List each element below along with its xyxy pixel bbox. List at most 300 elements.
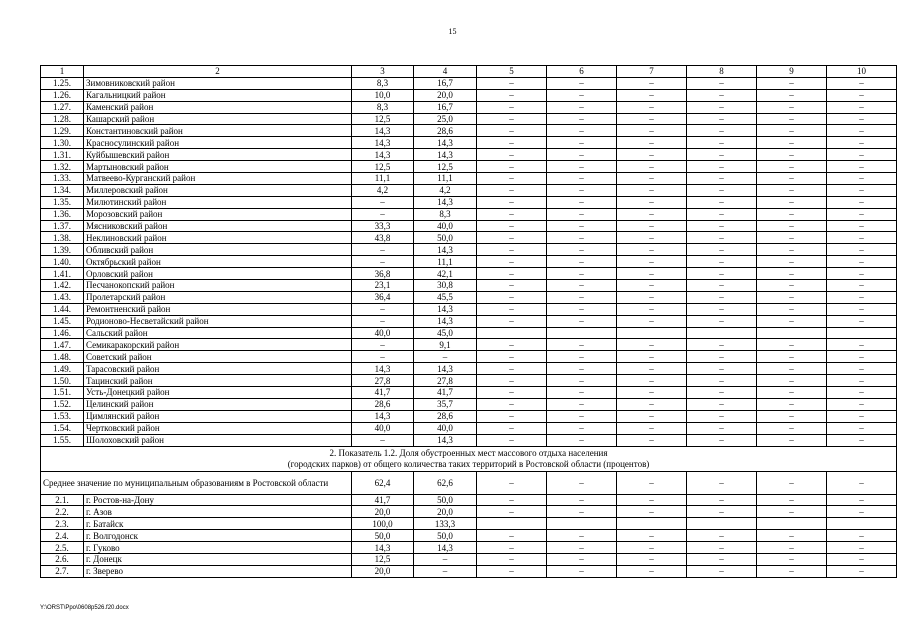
average-label: Среднее значение по муниципальным образованиям в Ростовской области <box>41 471 352 494</box>
value-cell: – <box>757 434 827 446</box>
value-cell <box>547 327 617 339</box>
value-cell: – <box>827 161 897 173</box>
value-cell: – <box>827 137 897 149</box>
row-number: 1.45. <box>41 315 84 327</box>
value-cell <box>477 327 547 339</box>
column-number: 5 <box>477 66 547 78</box>
value-cell: – <box>757 125 827 137</box>
value-cell: – <box>687 494 757 506</box>
value-cell: 36,8 <box>352 268 414 280</box>
value-cell: – <box>617 220 687 232</box>
district-name: Милютинский район <box>84 196 352 208</box>
value-cell: – <box>477 244 547 256</box>
value-cell: – <box>827 351 897 363</box>
value-cell: – <box>477 303 547 315</box>
value-cell: – <box>477 375 547 387</box>
value-cell: 11,1 <box>352 173 414 185</box>
value-cell: – <box>617 565 687 577</box>
district-name: Зимовниковский район <box>84 77 352 89</box>
value-cell: – <box>477 565 547 577</box>
table-row <box>41 232 897 244</box>
table-row <box>41 161 897 173</box>
value-cell: 28,6 <box>414 125 477 137</box>
value-cell: – <box>757 553 827 565</box>
value-cell <box>757 518 827 530</box>
value-cell: – <box>827 398 897 410</box>
value-cell: – <box>757 244 827 256</box>
value-cell: – <box>477 220 547 232</box>
district-name: Ремонтненский район <box>84 303 352 315</box>
value-cell: – <box>547 244 617 256</box>
value-cell: – <box>477 137 547 149</box>
value-cell: – <box>687 542 757 554</box>
value-cell: – <box>547 184 617 196</box>
value-cell: 50,0 <box>414 232 477 244</box>
row-number: 2.1. <box>41 494 84 506</box>
value-cell: – <box>617 184 687 196</box>
value-cell: – <box>687 398 757 410</box>
value-cell: – <box>827 494 897 506</box>
row-number: 1.49. <box>41 363 84 375</box>
value-cell: 42,1 <box>414 268 477 280</box>
value-cell: – <box>617 303 687 315</box>
value-cell: 30,8 <box>414 280 477 292</box>
value-cell: – <box>617 494 687 506</box>
file-path: Y:\ORST\Ppo\0608p526.f20.docx <box>40 605 129 611</box>
table-body <box>41 66 897 578</box>
row-number: 1.29. <box>41 125 84 137</box>
value-cell: – <box>757 220 827 232</box>
district-name: Кашарский район <box>84 113 352 125</box>
value-cell: 28,6 <box>414 410 477 422</box>
row-number: 1.46. <box>41 327 84 339</box>
value-cell: – <box>547 351 617 363</box>
value-cell: – <box>617 434 687 446</box>
value-cell: 9,1 <box>414 339 477 351</box>
district-name: Обливский район <box>84 244 352 256</box>
value-cell: – <box>477 339 547 351</box>
value-cell: 14,3 <box>414 196 477 208</box>
value-cell: – <box>477 149 547 161</box>
value-cell: 20,0 <box>352 565 414 577</box>
value-cell: – <box>687 565 757 577</box>
value-cell: – <box>617 506 687 518</box>
value-cell: – <box>547 208 617 220</box>
table-row <box>41 184 897 196</box>
district-name: Миллеровский район <box>84 184 352 196</box>
table-row <box>41 339 897 351</box>
value-cell: – <box>827 303 897 315</box>
value-cell: – <box>547 220 617 232</box>
value-cell: 27,8 <box>352 375 414 387</box>
value-cell: – <box>477 101 547 113</box>
value-cell: – <box>687 125 757 137</box>
value-cell: – <box>547 422 617 434</box>
value-cell: 28,6 <box>352 398 414 410</box>
value-cell: 4,2 <box>352 184 414 196</box>
table-row <box>41 101 897 113</box>
value-cell: – <box>477 422 547 434</box>
value-cell: – <box>547 77 617 89</box>
value-cell: – <box>827 542 897 554</box>
value-cell: – <box>414 565 477 577</box>
value-cell: – <box>617 232 687 244</box>
value-cell: – <box>757 137 827 149</box>
value-cell: – <box>617 315 687 327</box>
value-cell: – <box>757 161 827 173</box>
district-name: Константиновский район <box>84 125 352 137</box>
value-cell: – <box>757 291 827 303</box>
value-cell: – <box>352 339 414 351</box>
value-cell: – <box>547 113 617 125</box>
district-name: г. Азов <box>84 506 352 518</box>
value-cell: – <box>687 149 757 161</box>
column-number: 8 <box>687 66 757 78</box>
table-row <box>41 387 897 399</box>
value-cell: – <box>547 89 617 101</box>
value-cell: 100,0 <box>352 518 414 530</box>
table-row <box>41 506 897 518</box>
value-cell: – <box>547 280 617 292</box>
value-cell: – <box>687 256 757 268</box>
value-cell: 8,3 <box>352 77 414 89</box>
table-row <box>41 553 897 565</box>
value-cell: – <box>827 208 897 220</box>
district-name: Цимлянский район <box>84 410 352 422</box>
value-cell: – <box>477 161 547 173</box>
value-cell: – <box>547 506 617 518</box>
value-cell: – <box>352 256 414 268</box>
column-number: 9 <box>757 66 827 78</box>
value-cell: – <box>547 173 617 185</box>
value-cell: – <box>827 101 897 113</box>
value-cell: 50,0 <box>414 530 477 542</box>
value-cell: – <box>687 268 757 280</box>
value-cell: – <box>477 363 547 375</box>
table-row <box>41 173 897 185</box>
table-row <box>41 434 897 446</box>
district-name: Кагальницкий район <box>84 89 352 101</box>
value-cell: 14,3 <box>352 542 414 554</box>
value-cell: – <box>547 232 617 244</box>
value-cell: 14,3 <box>414 434 477 446</box>
value-cell: – <box>547 434 617 446</box>
value-cell: – <box>477 89 547 101</box>
value-cell: – <box>827 196 897 208</box>
value-cell: – <box>477 184 547 196</box>
table-row <box>41 268 897 280</box>
value-cell: 43,8 <box>352 232 414 244</box>
value-cell: – <box>477 398 547 410</box>
value-cell: – <box>352 434 414 446</box>
value-cell: 12,5 <box>414 161 477 173</box>
value-cell: – <box>547 565 617 577</box>
district-name: Чертковский район <box>84 422 352 434</box>
value-cell: – <box>547 196 617 208</box>
value-cell <box>617 327 687 339</box>
value-cell: – <box>477 280 547 292</box>
district-name: г. Волгодонск <box>84 530 352 542</box>
district-name: Мясниковский район <box>84 220 352 232</box>
value-cell <box>827 327 897 339</box>
row-number: 1.51. <box>41 387 84 399</box>
column-number: 1 <box>41 66 84 78</box>
value-cell: – <box>352 303 414 315</box>
value-cell: 14,3 <box>414 363 477 375</box>
value-cell: – <box>827 256 897 268</box>
value-cell: – <box>687 387 757 399</box>
value-cell: – <box>617 149 687 161</box>
row-number: 1.44. <box>41 303 84 315</box>
value-cell: 36,4 <box>352 291 414 303</box>
value-cell: – <box>687 291 757 303</box>
value-cell: – <box>352 196 414 208</box>
value-cell: – <box>827 220 897 232</box>
district-name: Тацинский район <box>84 375 352 387</box>
value-cell: – <box>414 553 477 565</box>
value-cell: – <box>687 375 757 387</box>
value-cell: 8,3 <box>352 101 414 113</box>
table-row <box>41 244 897 256</box>
district-name: Тарасовский район <box>84 363 352 375</box>
value-cell: – <box>477 208 547 220</box>
row-number: 2.7. <box>41 565 84 577</box>
row-number: 1.25. <box>41 77 84 89</box>
value-cell: – <box>757 208 827 220</box>
value-cell: – <box>687 220 757 232</box>
value-cell: – <box>617 268 687 280</box>
value-cell: 14,3 <box>414 244 477 256</box>
value-cell: 50,0 <box>414 494 477 506</box>
table-row <box>41 196 897 208</box>
table-row <box>41 303 897 315</box>
value-cell: – <box>617 137 687 149</box>
value-cell: – <box>617 77 687 89</box>
value-cell: – <box>617 125 687 137</box>
value-cell: 133,3 <box>414 518 477 530</box>
value-cell: 14,3 <box>352 125 414 137</box>
value-cell: – <box>687 89 757 101</box>
table-row <box>41 113 897 125</box>
value-cell: 41,7 <box>352 387 414 399</box>
value-cell: – <box>617 256 687 268</box>
column-number-row <box>41 66 897 78</box>
value-cell: – <box>687 422 757 434</box>
value-cell: 11,1 <box>414 173 477 185</box>
value-cell: – <box>547 375 617 387</box>
value-cell: – <box>352 315 414 327</box>
row-number: 1.42. <box>41 280 84 292</box>
indicator-table <box>40 65 897 578</box>
table-row <box>41 208 897 220</box>
value-cell: – <box>477 471 547 494</box>
value-cell: – <box>547 303 617 315</box>
value-cell: 41,7 <box>414 387 477 399</box>
table-row <box>41 125 897 137</box>
row-number: 1.39. <box>41 244 84 256</box>
column-number: 6 <box>547 66 617 78</box>
row-number: 1.27. <box>41 101 84 113</box>
district-name: Шолоховский район <box>84 434 352 446</box>
district-name: г. Гуково <box>84 542 352 554</box>
section-heading <box>41 446 897 471</box>
value-cell: – <box>827 89 897 101</box>
district-name: Сальский район <box>84 327 352 339</box>
district-name: Октябрьский район <box>84 256 352 268</box>
value-cell: – <box>617 113 687 125</box>
district-name: Каменский район <box>84 101 352 113</box>
value-cell: – <box>687 339 757 351</box>
district-name: Куйбышевский район <box>84 149 352 161</box>
value-cell: – <box>547 149 617 161</box>
value-cell: – <box>547 363 617 375</box>
district-name: г. Ростов-на-Дону <box>84 494 352 506</box>
value-cell: 45,5 <box>414 291 477 303</box>
value-cell: – <box>687 303 757 315</box>
value-cell: – <box>617 161 687 173</box>
value-cell: – <box>352 208 414 220</box>
value-cell: – <box>477 351 547 363</box>
value-cell: – <box>687 137 757 149</box>
value-cell: – <box>687 244 757 256</box>
value-cell: – <box>687 196 757 208</box>
value-cell: – <box>547 387 617 399</box>
value-cell: – <box>827 422 897 434</box>
value-cell: 16,7 <box>414 101 477 113</box>
row-number: 1.54. <box>41 422 84 434</box>
value-cell: 23,1 <box>352 280 414 292</box>
average-row <box>41 471 897 494</box>
value-cell <box>617 518 687 530</box>
value-cell: – <box>757 184 827 196</box>
value-cell: – <box>757 422 827 434</box>
value-cell: – <box>827 363 897 375</box>
value-cell: 12,5 <box>352 113 414 125</box>
value-cell: – <box>687 184 757 196</box>
value-cell: – <box>827 375 897 387</box>
value-cell: – <box>547 268 617 280</box>
value-cell: – <box>757 351 827 363</box>
value-cell: – <box>757 77 827 89</box>
value-cell: – <box>827 315 897 327</box>
row-number: 1.37. <box>41 220 84 232</box>
value-cell: – <box>547 291 617 303</box>
row-number: 2.5. <box>41 542 84 554</box>
value-cell: 62,6 <box>414 471 477 494</box>
value-cell: – <box>617 410 687 422</box>
value-cell: – <box>757 149 827 161</box>
value-cell: – <box>687 434 757 446</box>
value-cell: – <box>547 542 617 554</box>
value-cell: – <box>547 101 617 113</box>
value-cell: – <box>477 125 547 137</box>
value-cell: – <box>687 506 757 518</box>
table-row <box>41 327 897 339</box>
value-cell: – <box>547 125 617 137</box>
value-cell: – <box>617 387 687 399</box>
table-row <box>41 77 897 89</box>
row-number: 1.40. <box>41 256 84 268</box>
table-row <box>41 375 897 387</box>
value-cell: 27,8 <box>414 375 477 387</box>
value-cell: – <box>687 410 757 422</box>
value-cell: – <box>687 530 757 542</box>
value-cell: – <box>687 315 757 327</box>
value-cell: – <box>547 137 617 149</box>
value-cell: – <box>547 398 617 410</box>
table-row <box>41 149 897 161</box>
value-cell: – <box>757 303 827 315</box>
value-cell: – <box>827 387 897 399</box>
value-cell <box>687 518 757 530</box>
row-number: 1.50. <box>41 375 84 387</box>
value-cell: – <box>687 101 757 113</box>
value-cell: – <box>827 232 897 244</box>
row-number: 1.35. <box>41 196 84 208</box>
value-cell: 4,2 <box>414 184 477 196</box>
value-cell: 16,7 <box>414 77 477 89</box>
row-number: 1.32. <box>41 161 84 173</box>
value-cell: – <box>757 232 827 244</box>
row-number: 1.48. <box>41 351 84 363</box>
value-cell: – <box>757 363 827 375</box>
value-cell: – <box>827 149 897 161</box>
row-number: 1.26. <box>41 89 84 101</box>
value-cell: 40,0 <box>352 327 414 339</box>
value-cell: – <box>547 315 617 327</box>
district-name: г. Батайск <box>84 518 352 530</box>
value-cell: – <box>827 410 897 422</box>
table-row <box>41 518 897 530</box>
value-cell: – <box>827 291 897 303</box>
row-number: 2.4. <box>41 530 84 542</box>
value-cell: – <box>757 565 827 577</box>
table-row <box>41 422 897 434</box>
value-cell: – <box>547 553 617 565</box>
table-row <box>41 220 897 232</box>
value-cell: – <box>617 471 687 494</box>
row-number: 2.2. <box>41 506 84 518</box>
value-cell: 14,3 <box>352 137 414 149</box>
value-cell: – <box>547 256 617 268</box>
value-cell: – <box>617 208 687 220</box>
value-cell: – <box>477 553 547 565</box>
value-cell: – <box>477 530 547 542</box>
district-name: Усть-Донецкий район <box>84 387 352 399</box>
table-row <box>41 542 897 554</box>
value-cell <box>827 518 897 530</box>
value-cell: – <box>547 410 617 422</box>
table-row <box>41 410 897 422</box>
column-number: 10 <box>827 66 897 78</box>
value-cell: – <box>547 494 617 506</box>
value-cell: – <box>617 542 687 554</box>
table-row <box>41 363 897 375</box>
row-number: 1.36. <box>41 208 84 220</box>
value-cell: 20,0 <box>414 506 477 518</box>
column-number: 2 <box>84 66 352 78</box>
value-cell: – <box>757 387 827 399</box>
table-row <box>41 351 897 363</box>
value-cell: – <box>617 291 687 303</box>
value-cell: – <box>477 256 547 268</box>
district-name: Песчанокопский район <box>84 280 352 292</box>
value-cell: – <box>477 268 547 280</box>
district-name: Красносулинский район <box>84 137 352 149</box>
value-cell: – <box>617 530 687 542</box>
table-row <box>41 565 897 577</box>
district-name: Матвеево-Курганский район <box>84 173 352 185</box>
